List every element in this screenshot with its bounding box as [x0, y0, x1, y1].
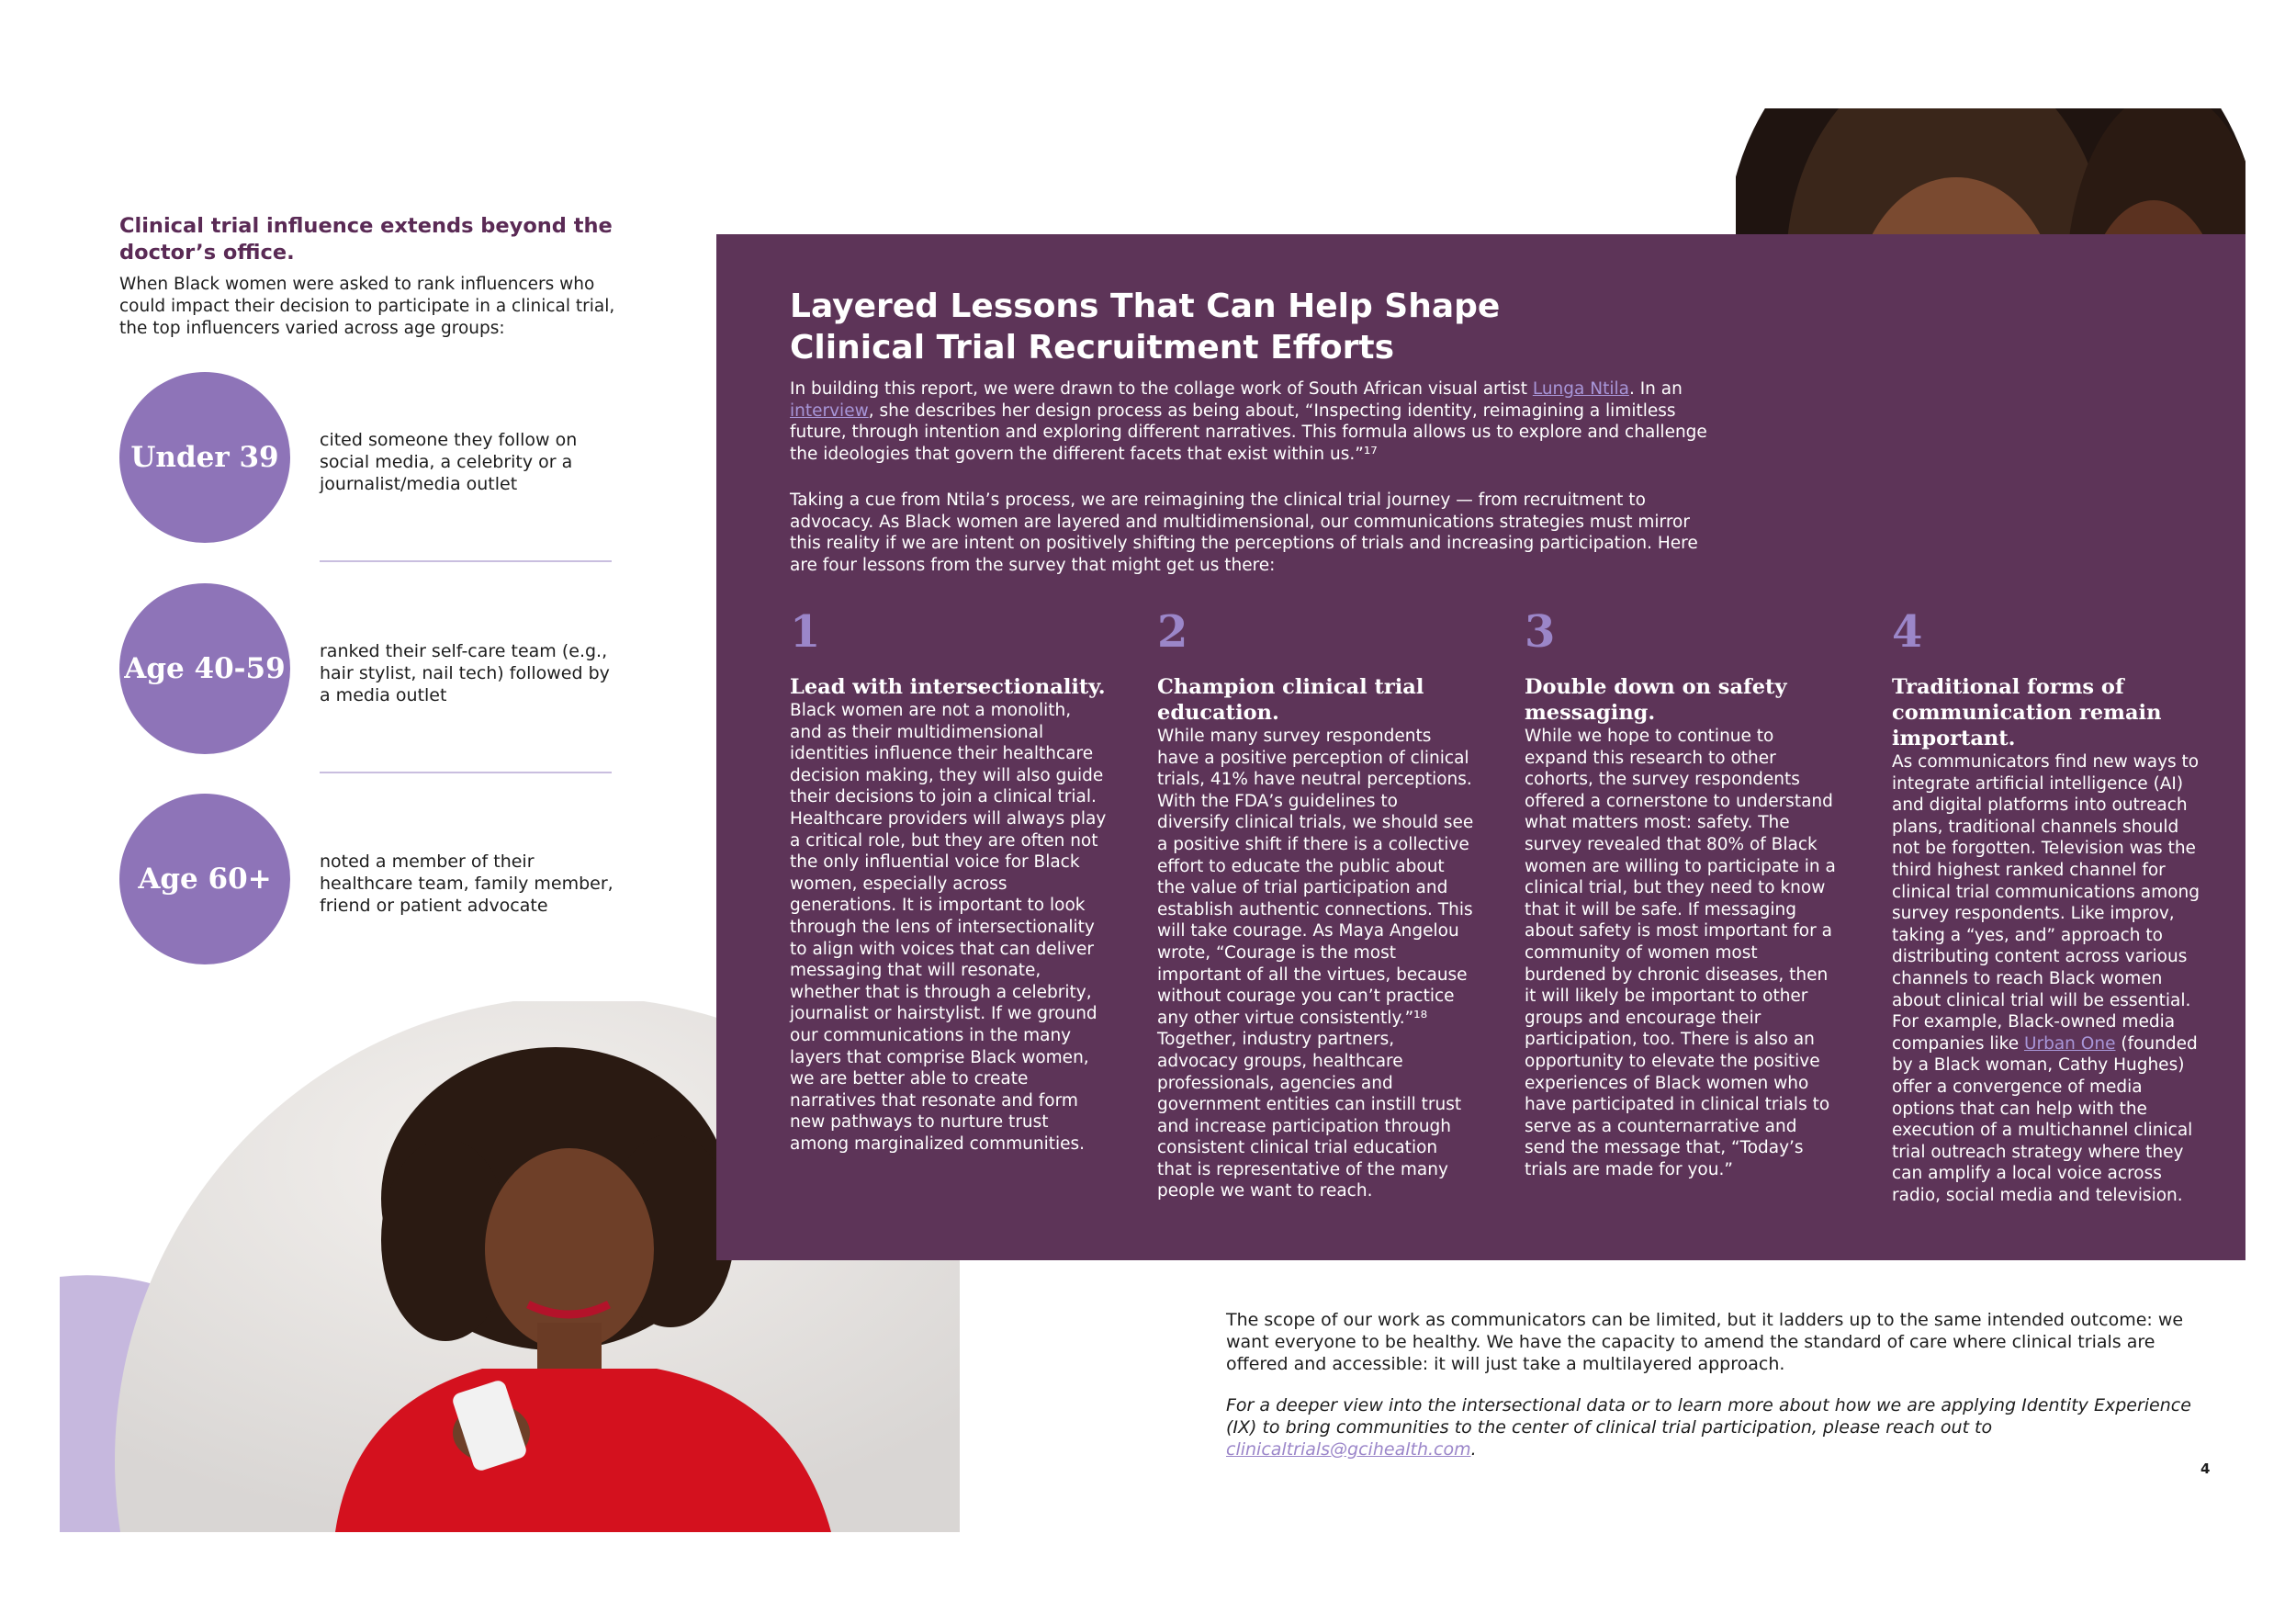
lesson-body: While many survey respondents have a positive perception of clinical trials, 41% have neutral perceptions. With the FDA’s guidelines to diversify clinical trials, we should see a positive shift if there is a collective effort to educate the public about the value of trial participation and establish authentic connections. This will take courage. As Maya Angelou wrote, “Courage is the most important of all the virtues, because without courage you can’t practice any other virtue consistently.”¹⁸ Together, industry partners, advocacy groups, healthcare professionals, agencies and government entities can instill trust and increase participation through consistent clinical trial education that is representative of the many people we want to reach. — [1157, 727, 1474, 1201]
stat-description: noted a member of their healthcare team, family member, friend or patient advocate — [320, 851, 613, 916]
stat-age-40-59 — [119, 583, 615, 758]
closing-text — [1226, 1309, 2200, 1460]
urban-one-link[interactable]: Urban One — [2023, 1033, 2116, 1054]
page-number: 4 — [2200, 1460, 2211, 1477]
divider — [320, 560, 612, 562]
sidebar-intro — [119, 213, 615, 340]
intro-text: , she describes her design process as being about, “Inspecting identity, reimagining a limitless future, through intention and exploring different narratives. This formula allows us to explore and challenge the ideologies that govern the different facets that exist within us.”¹⁷ — [790, 400, 1707, 464]
lessons-panel — [716, 234, 2245, 1260]
divider — [320, 772, 612, 773]
lesson-title: Double down on safety messaging. — [1525, 675, 1787, 725]
lesson-3 — [1525, 606, 1841, 1180]
sidebar-intro-text: When Black women were asked to rank influencers who could impact their decision to participate in a clinical trial, the top influencers varied across age groups: — [119, 275, 615, 338]
lesson-number: 1 — [790, 606, 821, 658]
lesson-number: 3 — [1525, 606, 1556, 658]
lesson-body — [1892, 751, 2209, 1206]
intro-paragraph — [790, 378, 1708, 465]
sidebar-heading: Clinical trial influence extends beyond the doctor’s office. — [119, 214, 613, 265]
stat-age-60-plus — [119, 794, 615, 968]
stat-description: ranked their self-care team (e.g., hair stylist, nail tech) followed by a media outlet — [320, 641, 610, 705]
lesson-number: 4 — [1892, 606, 1923, 658]
interview-link[interactable]: interview — [790, 400, 869, 421]
stat-circle: Age 40-59 — [119, 583, 290, 754]
lunga-ntila-link[interactable]: Lunga Ntila — [1532, 379, 1629, 399]
lesson-body-text: (founded by a Black woman, Cathy Hughes) offer a convergence of media options that can help with the execution of a multichannel clinical trial outreach strategy where they can amplify a local voice across radio, social media and television. — [1892, 1033, 2198, 1205]
lesson-4 — [1892, 606, 2209, 1206]
lesson-1 — [790, 606, 1107, 1155]
intro-text: . In an — [1628, 379, 1683, 399]
lesson-title: Lead with intersectionality. — [790, 675, 1106, 699]
contact-text: . — [1470, 1439, 1477, 1460]
lesson-2 — [1157, 606, 1474, 1202]
lesson-title: Traditional forms of communication remain important. — [1892, 675, 2162, 750]
stat-under-39 — [119, 372, 615, 547]
lesson-body: While we hope to continue to expand this research to other cohorts, the survey respondents offered a cornerstone to understand what matters most: safety. The survey revealed that 80% of Black women are willing to participate in a clinical trial, but they need to know that it will be safe. If messaging about safety is most important for a community of women most burdened by chronic diseases, then it will likely be important to other groups and encourage their participation, too. There is also an opportunity to elevate the positive experiences of Black women who have participated in clinical trials to serve as a counternarrative and send the message that, “Today’s trials are made for you.” — [1525, 727, 1836, 1179]
contact-text: For a deeper view into the intersectional data or to learn more about how we are applying Identity Experience (IX) to bring communities to the center of clinical trial participation, please reach out to — [1226, 1395, 2191, 1438]
stat-circle: Under 39 — [119, 372, 290, 543]
lesson-number: 2 — [1157, 606, 1188, 658]
closing-paragraph: The scope of our work as communicators can be limited, but it ladders up to the same intended outcome: we want everyone to be healthy. We have the capacity to amend the standard of care where clinical trials are offered and accessible: it will just take a multilayered approach. — [1226, 1310, 2184, 1374]
stat-description: cited someone they follow on social media, a celebrity or a journalist/media outlet — [320, 430, 578, 494]
lesson-body: Black women are not a monolith, and as their multidimensional identities influence their healthcare decision making, they will also guide their decisions to join a clinical trial. Healthcare providers will always play a critical role, but they are often not the only influential voice for Black women, especially across generations. It is important to look through the lens of intersectionality to align with voices that can deliver messaging that will resonate, whether that is through a celebrity, journalist or hairstylist. If we ground our communications in the many layers that comprise Black women, we are better able to create narratives that resonate and form new pathways to nurture trust among marginalized communities. — [790, 701, 1107, 1154]
stat-circle: Age 60+ — [119, 794, 290, 964]
contact-paragraph — [1226, 1394, 2200, 1460]
intro-text: In building this report, we were drawn to the collage work of South African visual artist — [790, 379, 1533, 399]
lesson-body-text: As communicators find new ways to integrate artificial intelligence (AI) and digital platforms into outreach plans, traditional channels should not be forgotten. Television was the third highest ranked channel for clinical trial communications among survey respondents. Like improv, taking a “yes, and” approach to distributing content across various channels to reach Black women about clinical trial will be essential. For example, Black-owned media companies like — [1892, 752, 2200, 1054]
lesson-title: Champion clinical trial education. — [1157, 675, 1424, 725]
panel-title: Layered Lessons That Can Help Shape Clinical Trial Recruitment Efforts — [790, 288, 1501, 367]
cue-paragraph: Taking a cue from Ntila’s process, we are reimagining the clinical trial journey — from recruitment to advocacy. As Black women are layered and multidimensional, our communications strategies must mirror this reality if we are intent on positively shifting the perceptions of trials and increasing participation. Here are four lessons from the survey that might get us there: — [790, 491, 1698, 575]
email-link[interactable]: clinicaltrials@gcihealth.com — [1226, 1439, 1471, 1460]
